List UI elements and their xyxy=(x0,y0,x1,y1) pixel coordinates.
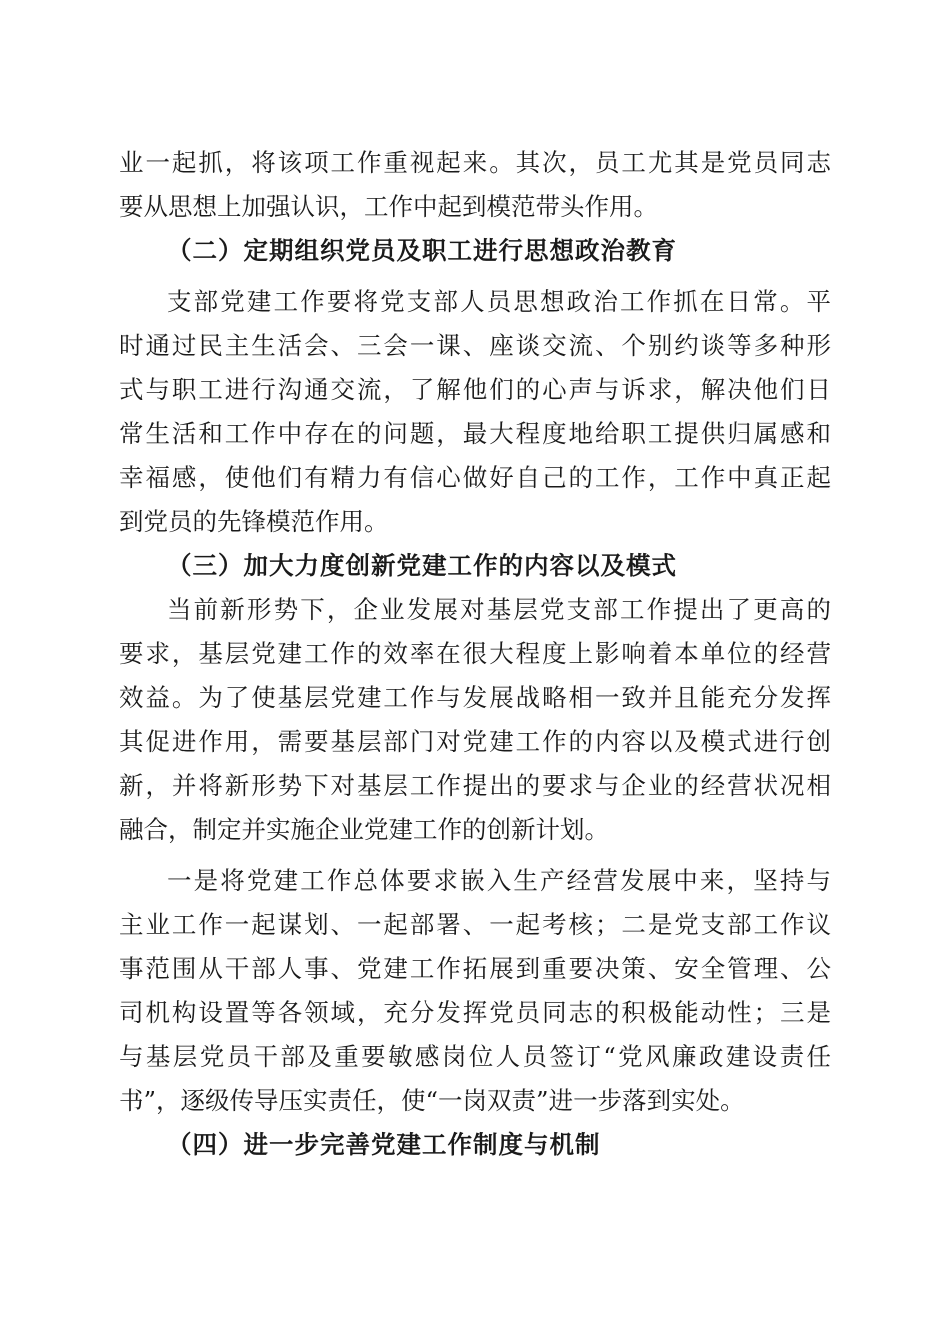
paragraph-line: 业一起抓，将该项工作重视起来。其次，员工尤其是党员同志 xyxy=(119,148,831,177)
paragraph-line: 效益。为了使基层党建工作与发展战略相一致并且能充分发挥 xyxy=(119,683,831,712)
paragraph-line: 司机构设置等各领域，充分发挥党员同志的积极能动性；三是 xyxy=(119,998,831,1027)
paragraph-line: 其促进作用，需要基层部门对党建工作的内容以及模式进行创 xyxy=(119,727,831,756)
section-heading: （四）进一步完善党建工作制度与机制 xyxy=(167,1130,601,1159)
paragraph-line: 支部党建工作要将党支部人员思想政治工作抓在日常。平 xyxy=(167,287,831,316)
paragraph-line: 融合，制定并实施企业党建工作的创新计划。 xyxy=(119,815,609,844)
paragraph-line: 常生活和工作中存在的问题，最大程度地给职工提供归属感和 xyxy=(119,419,831,448)
paragraph-line: 书”，逐级传导压实责任，使“一岗双责”进一步落到实处。 xyxy=(119,1086,745,1115)
paragraph-line: 时通过民主生活会、三会一课、座谈交流、个别约谈等多种形 xyxy=(119,331,831,360)
paragraph-line: 一是将党建工作总体要求嵌入生产经营发展中来，坚持与 xyxy=(167,866,831,895)
paragraph-line: 要从思想上加强认识，工作中起到模范带头作用。 xyxy=(119,192,658,221)
paragraph-line: 当前新形势下，企业发展对基层党支部工作提出了更高的 xyxy=(167,595,831,624)
paragraph-line: 到党员的先锋模范作用。 xyxy=(119,507,389,536)
paragraph-line: 新，并将新形势下对基层工作提出的要求与企业的经营状况相 xyxy=(119,771,831,800)
paragraph-line: 主业工作一起谋划、一起部署、一起考核；二是党支部工作议 xyxy=(119,910,831,939)
paragraph-line: 式与职工进行沟通交流，了解他们的心声与诉求，解决他们日 xyxy=(119,375,831,404)
paragraph-line: 要求，基层党建工作的效率在很大程度上影响着本单位的经营 xyxy=(119,639,831,668)
paragraph-line: 事范围从干部人事、党建工作拓展到重要决策、安全管理、公 xyxy=(119,954,831,983)
section-heading: （二）定期组织党员及职工进行思想政治教育 xyxy=(167,236,677,265)
paragraph-line: 与基层党员干部及重要敏感岗位人员签订“党风廉政建设责任 xyxy=(119,1042,831,1071)
paragraph-line: 幸福感，使他们有精力有信心做好自己的工作，工作中真正起 xyxy=(119,463,831,492)
section-heading: （三）加大力度创新党建工作的内容以及模式 xyxy=(167,551,677,580)
